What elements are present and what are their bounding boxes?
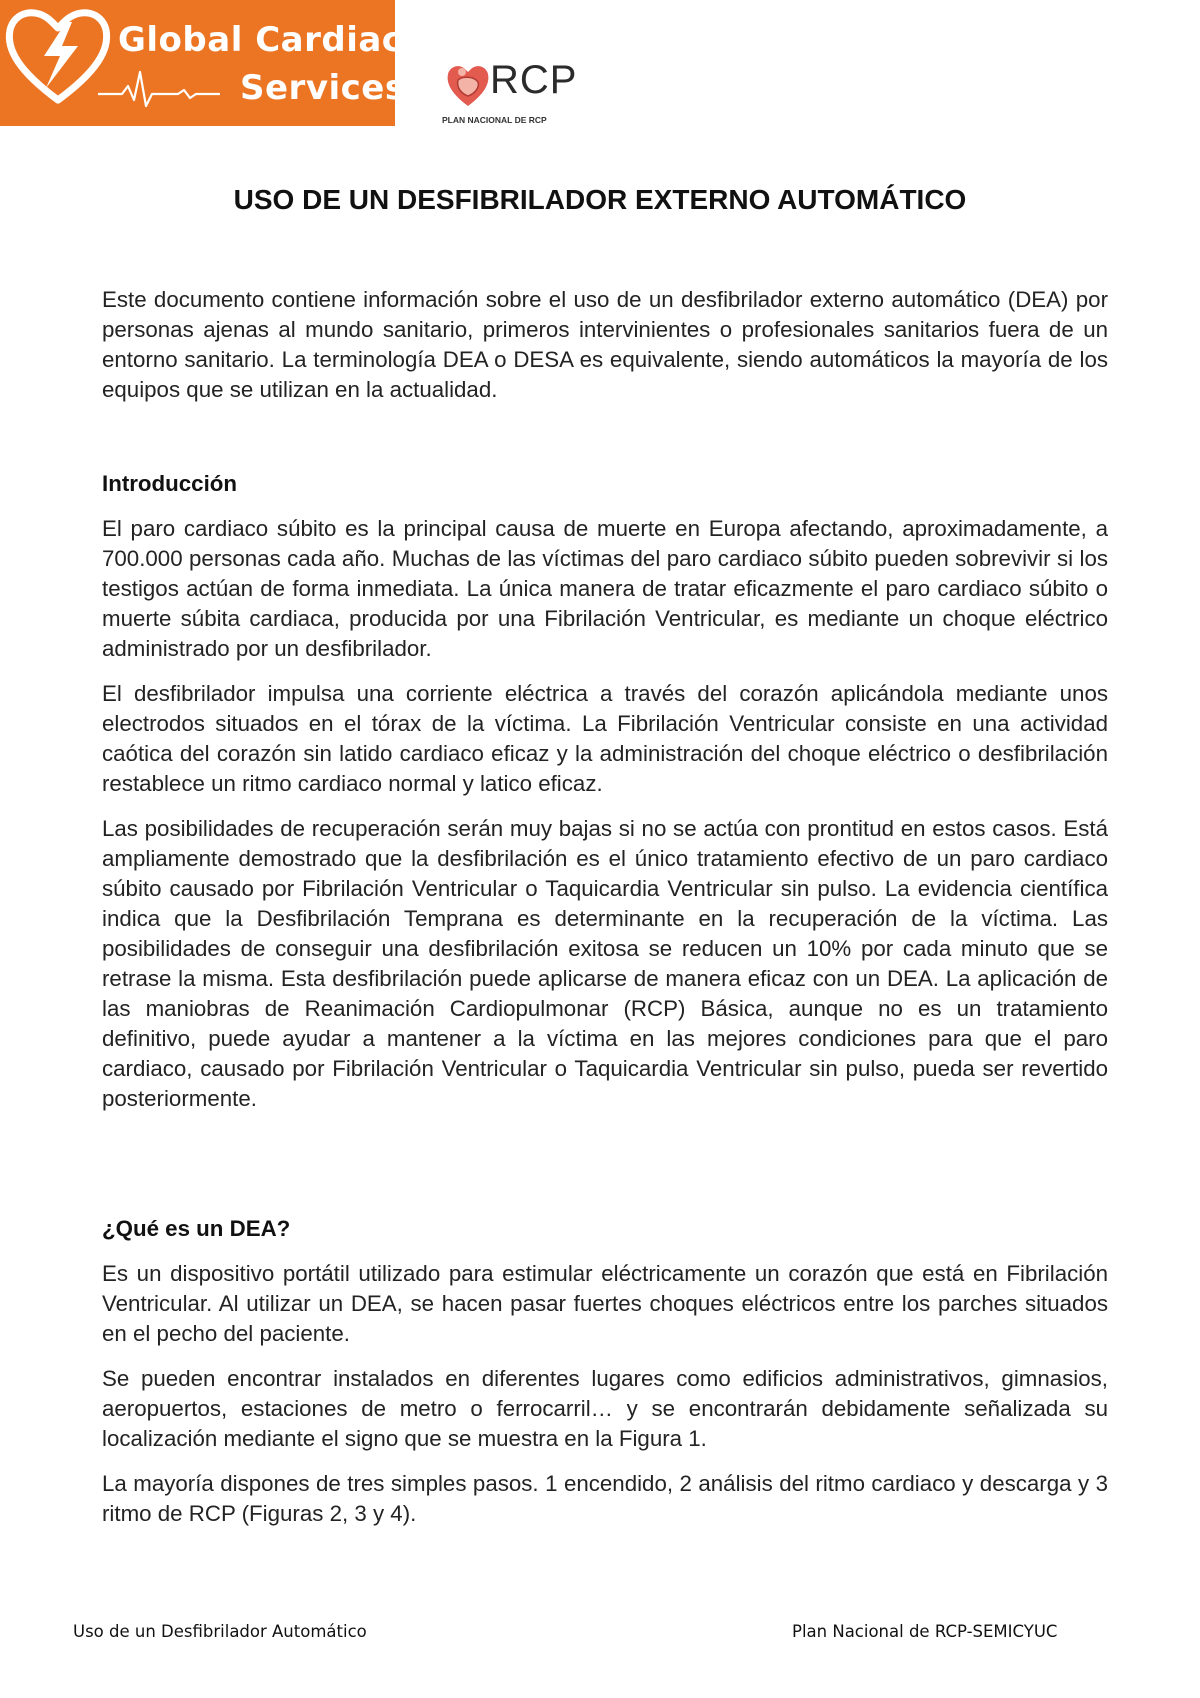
section-introduccion bbox=[102, 469, 1108, 1114]
brand-name-line2: Services bbox=[240, 68, 406, 108]
section-que-es-un-dea bbox=[102, 1214, 1108, 1529]
section-paragraph: La mayoría dispones de tres simples pasos. 1 encendido, 2 análisis del ritmo cardiaco y descarga y 3 ritmo de RCP (Figuras 2, 3 y 4). bbox=[102, 1471, 1108, 1526]
section-paragraph: Es un dispositivo portátil utilizado para estimular eléctricamente un corazón que está en Fibrilación Ventricular. Al utilizar un DEA, se hacen pasar fuertes choques eléctricos entre los parches situados en el pecho del paciente. bbox=[102, 1261, 1108, 1346]
section-heading: ¿Qué es un DEA? bbox=[102, 1216, 291, 1241]
page-title: USO DE UN DESFIBRILADOR EXTERNO AUTOMÁTICO bbox=[233, 184, 967, 215]
intro-block bbox=[102, 285, 1108, 405]
rcp-logo-subtitle: PLAN NACIONAL DE RCP bbox=[442, 115, 547, 125]
heart-icon bbox=[444, 60, 492, 112]
intro-paragraph: Este documento contiene información sobre el uso de un desfibrilador externo automático (DEA) por personas ajenas al mundo sanitario, primeros intervinientes o profesionales sanitarios fuera de un entorno sanitario. La terminología DEA o DESA es equivalente, siendo automáticos la mayoría de los equipos que se utilizan en la actualidad. bbox=[102, 287, 1108, 402]
brand-name-line1: Global Cardiac bbox=[118, 20, 403, 60]
section-paragraph: El paro cardiaco súbito es la principal causa de muerte en Europa afectando, aproximadamente, a 700.000 personas cada año. Muchas de las víctimas del paro cardiaco súbito pueden sobrevivir si los testigos actúan de forma inmediata. La única manera de tratar eficazmente el paro cardiaco súbito o muerte súbita cardiaca, producida por una Fibrilación Ventricular, es mediante un choque eléctrico administrado por un desfibrilador. bbox=[102, 516, 1108, 661]
section-paragraph: Las posibilidades de recuperación serán muy bajas si no se actúa con prontitud en estos casos. Está ampliamente demostrado que la desfibrilación es el único tratamiento efectivo de un paro cardiaco súbito causado por Fibrilación Ventricular o Taquicardia Ventricular sin pulso. La evidencia científica indica que la Desfibrilación Temprana es determinante en la recuperación de la víctima. Las posibilidades de conseguir una desfibrilación exitosa se reducen un 10% por cada minuto que se retrase la misma. Esta desfibrilación puede aplicarse de manera eficaz con un DEA. La aplicación de las maniobras de Reanimación Cardiopulmonar (RCP) Básica, aunque no es un tratamiento definitivo, puede ayudar a mantener a la víctima en las mejores condiciones para que el paro cardiaco, causado por Fibrilación Ventricular o Taquicardia Ventricular sin pulso, pueda ser revertido posteriormente. bbox=[102, 816, 1108, 1111]
rcp-logo-text: RCP bbox=[490, 58, 578, 102]
section-paragraph: Se pueden encontrar instalados en diferentes lugares como edificios administrativos, gimnasios, aeropuertos, estaciones de metro o ferrocarril… y se encontrarán debidamente señalizada su localización mediante el signo que se muestra en la Figura 1. bbox=[102, 1366, 1108, 1451]
footer-document-title: Uso de un Desfibrilador Automático bbox=[73, 1622, 367, 1641]
rcp-logo bbox=[440, 56, 590, 126]
section-heading: Introducción bbox=[102, 471, 238, 496]
section-paragraph: El desfibrilador impulsa una corriente eléctrica a través del corazón aplicándola mediante unos electrodos situados en el tórax de la víctima. La Fibrilación Ventricular consiste en una actividad caótica del corazón sin latido cardiaco eficaz y la administración del choque eléctrico o desfibrilación restablece un ritmo cardiaco normal y latico eficaz. bbox=[102, 681, 1108, 796]
footer-publisher: Plan Nacional de RCP-SEMICYUC bbox=[792, 1622, 1058, 1641]
global-cardiac-services-logo bbox=[0, 0, 406, 126]
